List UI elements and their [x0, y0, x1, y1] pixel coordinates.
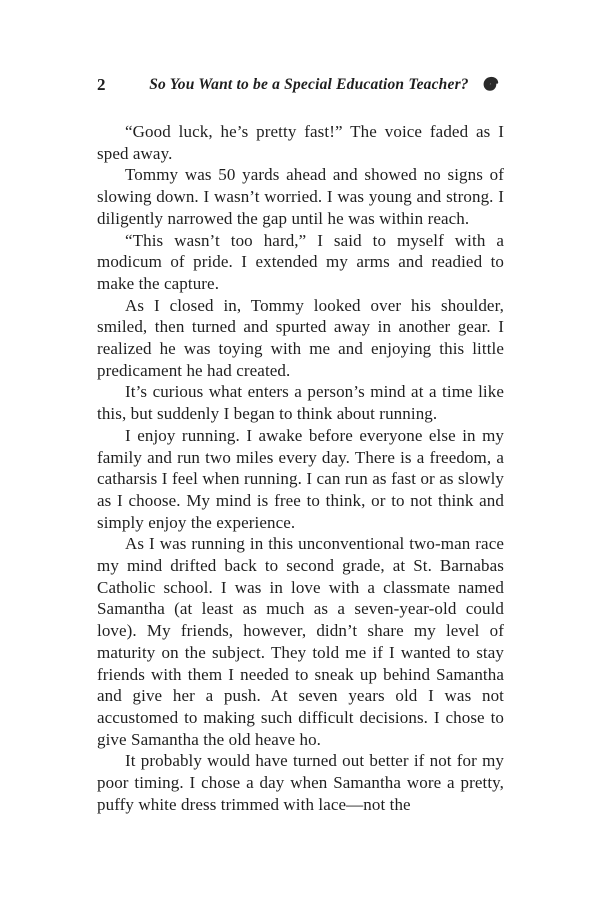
body-paragraph: I enjoy running. I awake before everyone else in my family and run two miles every day. There is a freedom, a catharsis I feel when running. I can run as fast or as slowly as I choose. My mind is free to think, or to not think and simply enjoy the experience.: [97, 425, 504, 532]
body-paragraph: It’s curious what enters a person’s mind at a time like this, but suddenly I began to think about running.: [97, 382, 504, 424]
body-paragraph: Tommy was 50 yards ahead and showed no signs of slowing down. I wasn’t worried. I was young and strong. I diligently narrowed the gap until he was within reach.: [97, 165, 504, 228]
body-paragraph: It probably would have turned out better if not for my poor timing. I chose a day when Samantha wore a pretty, puffy white dress trimmed with lace—not the: [97, 751, 504, 814]
body-text-column: [97, 121, 504, 816]
spiral-icon: [475, 70, 505, 100]
body-paragraph: As I was running in this unconventional two-man race my mind drifted back to second grade, at St. Barnabas Catholic school. I was in love with a classmate named Samantha (at least as much as a seven-year-old could love). My friends, however, didn’t share my level of maturity on the subject. They told me if I wanted to stay friends with them I needed to sneak up behind Samantha and give her a push. At seven years old I was not accustomed to making such difficult decisions. I chose to give Samantha the old heave ho.: [97, 534, 504, 749]
body-paragraph: As I closed in, Tommy looked over his shoulder, smiled, then turned and spurted away in another gear. I realized he was toying with me and enjoying this little predicament he had created.: [97, 295, 504, 380]
body-paragraph: “This wasn’t too hard,” I said to myself with a modicum of pride. I extended my arms and readied to make the capture.: [97, 230, 504, 293]
page-number: 2: [97, 75, 106, 94]
page-header: [97, 70, 505, 100]
running-header-title: So You Want to be a Special Education Teacher?: [149, 76, 469, 93]
body-paragraph: “Good luck, he’s pretty fast!” The voice faded as I sped away.: [97, 122, 504, 163]
